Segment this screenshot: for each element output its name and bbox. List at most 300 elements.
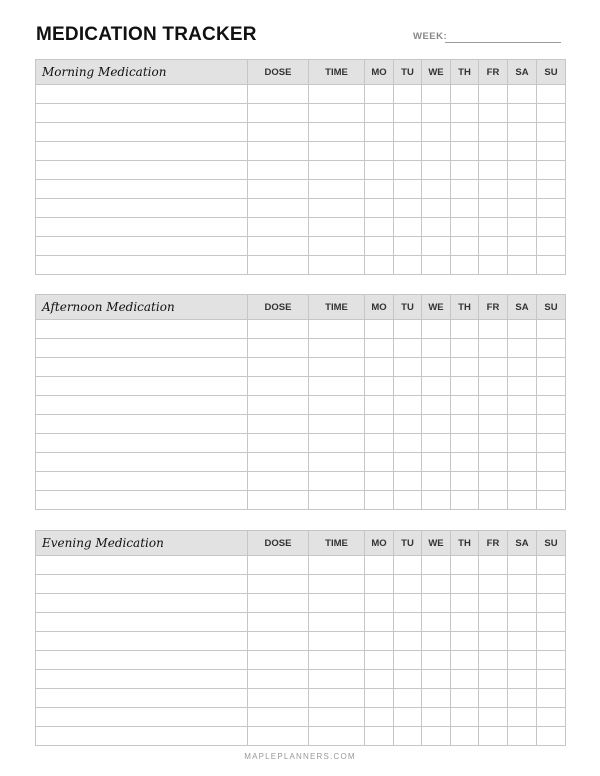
day-check-cell[interactable] (479, 218, 508, 237)
dose-cell[interactable] (248, 320, 309, 339)
time-cell[interactable] (309, 415, 365, 434)
day-check-cell[interactable] (479, 358, 508, 377)
dose-cell[interactable] (248, 434, 309, 453)
time-cell[interactable] (309, 320, 365, 339)
medication-name-cell[interactable] (36, 491, 248, 510)
day-check-cell[interactable] (394, 708, 422, 727)
time-cell[interactable] (309, 237, 365, 256)
day-check-cell[interactable] (394, 218, 422, 237)
day-check-cell[interactable] (422, 472, 451, 491)
day-check-cell[interactable] (479, 256, 508, 275)
day-check-cell[interactable] (479, 339, 508, 358)
time-cell[interactable] (309, 594, 365, 613)
time-cell[interactable] (309, 104, 365, 123)
day-check-cell[interactable] (537, 708, 566, 727)
day-check-cell[interactable] (479, 199, 508, 218)
day-check-cell[interactable] (394, 453, 422, 472)
day-check-cell[interactable] (537, 85, 566, 104)
day-check-cell[interactable] (479, 491, 508, 510)
day-check-cell[interactable] (479, 632, 508, 651)
day-check-cell[interactable] (508, 85, 537, 104)
day-check-cell[interactable] (365, 237, 394, 256)
medication-name-cell[interactable] (36, 434, 248, 453)
day-check-cell[interactable] (365, 651, 394, 670)
day-check-cell[interactable] (479, 161, 508, 180)
dose-cell[interactable] (248, 256, 309, 275)
day-check-cell[interactable] (422, 396, 451, 415)
time-cell[interactable] (309, 708, 365, 727)
day-check-cell[interactable] (422, 320, 451, 339)
medication-name-cell[interactable] (36, 727, 248, 746)
day-check-cell[interactable] (394, 689, 422, 708)
dose-cell[interactable] (248, 651, 309, 670)
day-check-cell[interactable] (365, 415, 394, 434)
day-check-cell[interactable] (537, 594, 566, 613)
time-cell[interactable] (309, 556, 365, 575)
day-check-cell[interactable] (422, 123, 451, 142)
day-check-cell[interactable] (537, 339, 566, 358)
medication-name-cell[interactable] (36, 142, 248, 161)
day-check-cell[interactable] (422, 377, 451, 396)
day-check-cell[interactable] (422, 161, 451, 180)
time-cell[interactable] (309, 180, 365, 199)
day-check-cell[interactable] (451, 434, 479, 453)
day-check-cell[interactable] (537, 651, 566, 670)
day-check-cell[interactable] (508, 651, 537, 670)
day-check-cell[interactable] (451, 339, 479, 358)
time-cell[interactable] (309, 727, 365, 746)
dose-cell[interactable] (248, 613, 309, 632)
day-check-cell[interactable] (537, 142, 566, 161)
day-check-cell[interactable] (422, 180, 451, 199)
week-input-line[interactable] (445, 42, 561, 43)
day-check-cell[interactable] (365, 575, 394, 594)
medication-name-cell[interactable] (36, 396, 248, 415)
day-check-cell[interactable] (422, 142, 451, 161)
day-check-cell[interactable] (394, 491, 422, 510)
day-check-cell[interactable] (394, 358, 422, 377)
day-check-cell[interactable] (537, 453, 566, 472)
day-check-cell[interactable] (451, 670, 479, 689)
medication-name-cell[interactable] (36, 472, 248, 491)
day-check-cell[interactable] (422, 434, 451, 453)
day-check-cell[interactable] (394, 377, 422, 396)
medication-name-cell[interactable] (36, 123, 248, 142)
day-check-cell[interactable] (508, 339, 537, 358)
medication-name-cell[interactable] (36, 575, 248, 594)
day-check-cell[interactable] (508, 256, 537, 275)
day-check-cell[interactable] (479, 453, 508, 472)
day-check-cell[interactable] (537, 670, 566, 689)
dose-cell[interactable] (248, 237, 309, 256)
day-check-cell[interactable] (451, 142, 479, 161)
day-check-cell[interactable] (422, 689, 451, 708)
time-cell[interactable] (309, 575, 365, 594)
day-check-cell[interactable] (508, 237, 537, 256)
day-check-cell[interactable] (537, 396, 566, 415)
day-check-cell[interactable] (451, 104, 479, 123)
day-check-cell[interactable] (365, 594, 394, 613)
day-check-cell[interactable] (537, 377, 566, 396)
day-check-cell[interactable] (537, 123, 566, 142)
day-check-cell[interactable] (508, 199, 537, 218)
day-check-cell[interactable] (479, 651, 508, 670)
day-check-cell[interactable] (479, 237, 508, 256)
time-cell[interactable] (309, 85, 365, 104)
day-check-cell[interactable] (365, 556, 394, 575)
day-check-cell[interactable] (537, 358, 566, 377)
medication-name-cell[interactable] (36, 358, 248, 377)
day-check-cell[interactable] (365, 161, 394, 180)
day-check-cell[interactable] (451, 161, 479, 180)
dose-cell[interactable] (248, 358, 309, 377)
day-check-cell[interactable] (365, 491, 394, 510)
dose-cell[interactable] (248, 123, 309, 142)
day-check-cell[interactable] (422, 256, 451, 275)
day-check-cell[interactable] (479, 472, 508, 491)
day-check-cell[interactable] (422, 727, 451, 746)
day-check-cell[interactable] (479, 670, 508, 689)
day-check-cell[interactable] (451, 180, 479, 199)
day-check-cell[interactable] (508, 180, 537, 199)
day-check-cell[interactable] (394, 320, 422, 339)
time-cell[interactable] (309, 142, 365, 161)
time-cell[interactable] (309, 632, 365, 651)
day-check-cell[interactable] (451, 396, 479, 415)
day-check-cell[interactable] (394, 670, 422, 689)
day-check-cell[interactable] (451, 256, 479, 275)
day-check-cell[interactable] (422, 199, 451, 218)
time-cell[interactable] (309, 256, 365, 275)
day-check-cell[interactable] (365, 434, 394, 453)
day-check-cell[interactable] (479, 377, 508, 396)
day-check-cell[interactable] (508, 594, 537, 613)
day-check-cell[interactable] (479, 85, 508, 104)
day-check-cell[interactable] (508, 434, 537, 453)
dose-cell[interactable] (248, 415, 309, 434)
dose-cell[interactable] (248, 218, 309, 237)
day-check-cell[interactable] (537, 218, 566, 237)
day-check-cell[interactable] (508, 358, 537, 377)
day-check-cell[interactable] (394, 727, 422, 746)
medication-name-cell[interactable] (36, 556, 248, 575)
day-check-cell[interactable] (508, 670, 537, 689)
day-check-cell[interactable] (365, 180, 394, 199)
day-check-cell[interactable] (394, 104, 422, 123)
day-check-cell[interactable] (508, 556, 537, 575)
day-check-cell[interactable] (508, 453, 537, 472)
medication-name-cell[interactable] (36, 339, 248, 358)
day-check-cell[interactable] (479, 180, 508, 199)
day-check-cell[interactable] (508, 104, 537, 123)
medication-name-cell[interactable] (36, 237, 248, 256)
day-check-cell[interactable] (422, 218, 451, 237)
day-check-cell[interactable] (479, 104, 508, 123)
day-check-cell[interactable] (537, 575, 566, 594)
day-check-cell[interactable] (508, 123, 537, 142)
day-check-cell[interactable] (451, 708, 479, 727)
time-cell[interactable] (309, 491, 365, 510)
day-check-cell[interactable] (479, 613, 508, 632)
dose-cell[interactable] (248, 727, 309, 746)
day-check-cell[interactable] (365, 613, 394, 632)
medication-name-cell[interactable] (36, 199, 248, 218)
day-check-cell[interactable] (451, 727, 479, 746)
day-check-cell[interactable] (365, 472, 394, 491)
day-check-cell[interactable] (508, 377, 537, 396)
day-check-cell[interactable] (394, 199, 422, 218)
day-check-cell[interactable] (479, 396, 508, 415)
day-check-cell[interactable] (451, 320, 479, 339)
day-check-cell[interactable] (508, 415, 537, 434)
time-cell[interactable] (309, 123, 365, 142)
day-check-cell[interactable] (508, 632, 537, 651)
day-check-cell[interactable] (537, 256, 566, 275)
day-check-cell[interactable] (479, 556, 508, 575)
day-check-cell[interactable] (365, 218, 394, 237)
day-check-cell[interactable] (422, 453, 451, 472)
day-check-cell[interactable] (422, 491, 451, 510)
time-cell[interactable] (309, 472, 365, 491)
day-check-cell[interactable] (537, 237, 566, 256)
day-check-cell[interactable] (537, 180, 566, 199)
day-check-cell[interactable] (394, 556, 422, 575)
day-check-cell[interactable] (394, 434, 422, 453)
time-cell[interactable] (309, 161, 365, 180)
day-check-cell[interactable] (365, 199, 394, 218)
day-check-cell[interactable] (365, 670, 394, 689)
medication-name-cell[interactable] (36, 632, 248, 651)
day-check-cell[interactable] (422, 358, 451, 377)
day-check-cell[interactable] (422, 556, 451, 575)
day-check-cell[interactable] (479, 708, 508, 727)
day-check-cell[interactable] (422, 632, 451, 651)
day-check-cell[interactable] (365, 396, 394, 415)
time-cell[interactable] (309, 670, 365, 689)
day-check-cell[interactable] (422, 415, 451, 434)
day-check-cell[interactable] (394, 85, 422, 104)
day-check-cell[interactable] (394, 237, 422, 256)
day-check-cell[interactable] (451, 575, 479, 594)
day-check-cell[interactable] (508, 218, 537, 237)
dose-cell[interactable] (248, 670, 309, 689)
day-check-cell[interactable] (451, 689, 479, 708)
time-cell[interactable] (309, 651, 365, 670)
day-check-cell[interactable] (394, 180, 422, 199)
day-check-cell[interactable] (451, 377, 479, 396)
day-check-cell[interactable] (365, 104, 394, 123)
day-check-cell[interactable] (451, 613, 479, 632)
dose-cell[interactable] (248, 161, 309, 180)
day-check-cell[interactable] (422, 237, 451, 256)
day-check-cell[interactable] (537, 632, 566, 651)
time-cell[interactable] (309, 434, 365, 453)
time-cell[interactable] (309, 358, 365, 377)
day-check-cell[interactable] (537, 472, 566, 491)
medication-name-cell[interactable] (36, 161, 248, 180)
day-check-cell[interactable] (451, 632, 479, 651)
medication-name-cell[interactable] (36, 320, 248, 339)
day-check-cell[interactable] (479, 320, 508, 339)
day-check-cell[interactable] (451, 651, 479, 670)
medication-name-cell[interactable] (36, 453, 248, 472)
day-check-cell[interactable] (394, 632, 422, 651)
day-check-cell[interactable] (394, 594, 422, 613)
day-check-cell[interactable] (394, 472, 422, 491)
day-check-cell[interactable] (508, 161, 537, 180)
dose-cell[interactable] (248, 575, 309, 594)
day-check-cell[interactable] (479, 415, 508, 434)
dose-cell[interactable] (248, 104, 309, 123)
time-cell[interactable] (309, 613, 365, 632)
dose-cell[interactable] (248, 142, 309, 161)
day-check-cell[interactable] (394, 613, 422, 632)
day-check-cell[interactable] (479, 142, 508, 161)
day-check-cell[interactable] (422, 575, 451, 594)
day-check-cell[interactable] (451, 237, 479, 256)
day-check-cell[interactable] (451, 123, 479, 142)
dose-cell[interactable] (248, 594, 309, 613)
day-check-cell[interactable] (537, 104, 566, 123)
day-check-cell[interactable] (365, 689, 394, 708)
medication-name-cell[interactable] (36, 377, 248, 396)
day-check-cell[interactable] (365, 320, 394, 339)
day-check-cell[interactable] (451, 556, 479, 575)
day-check-cell[interactable] (479, 727, 508, 746)
dose-cell[interactable] (248, 85, 309, 104)
day-check-cell[interactable] (422, 613, 451, 632)
day-check-cell[interactable] (365, 142, 394, 161)
day-check-cell[interactable] (479, 434, 508, 453)
day-check-cell[interactable] (422, 85, 451, 104)
day-check-cell[interactable] (394, 142, 422, 161)
day-check-cell[interactable] (451, 453, 479, 472)
day-check-cell[interactable] (394, 415, 422, 434)
time-cell[interactable] (309, 199, 365, 218)
day-check-cell[interactable] (537, 613, 566, 632)
dose-cell[interactable] (248, 556, 309, 575)
day-check-cell[interactable] (537, 689, 566, 708)
day-check-cell[interactable] (365, 377, 394, 396)
day-check-cell[interactable] (451, 218, 479, 237)
day-check-cell[interactable] (422, 708, 451, 727)
day-check-cell[interactable] (479, 123, 508, 142)
medication-name-cell[interactable] (36, 594, 248, 613)
day-check-cell[interactable] (365, 256, 394, 275)
day-check-cell[interactable] (537, 415, 566, 434)
day-check-cell[interactable] (479, 575, 508, 594)
day-check-cell[interactable] (451, 199, 479, 218)
day-check-cell[interactable] (508, 472, 537, 491)
day-check-cell[interactable] (365, 339, 394, 358)
day-check-cell[interactable] (365, 85, 394, 104)
dose-cell[interactable] (248, 377, 309, 396)
day-check-cell[interactable] (451, 85, 479, 104)
dose-cell[interactable] (248, 453, 309, 472)
day-check-cell[interactable] (508, 689, 537, 708)
day-check-cell[interactable] (451, 594, 479, 613)
medication-name-cell[interactable] (36, 415, 248, 434)
day-check-cell[interactable] (451, 491, 479, 510)
dose-cell[interactable] (248, 708, 309, 727)
day-check-cell[interactable] (508, 320, 537, 339)
medication-name-cell[interactable] (36, 708, 248, 727)
day-check-cell[interactable] (394, 575, 422, 594)
day-check-cell[interactable] (479, 594, 508, 613)
day-check-cell[interactable] (422, 104, 451, 123)
dose-cell[interactable] (248, 689, 309, 708)
day-check-cell[interactable] (365, 708, 394, 727)
medication-name-cell[interactable] (36, 85, 248, 104)
medication-name-cell[interactable] (36, 670, 248, 689)
day-check-cell[interactable] (451, 358, 479, 377)
day-check-cell[interactable] (394, 396, 422, 415)
day-check-cell[interactable] (537, 320, 566, 339)
day-check-cell[interactable] (394, 256, 422, 275)
time-cell[interactable] (309, 453, 365, 472)
day-check-cell[interactable] (451, 415, 479, 434)
day-check-cell[interactable] (537, 434, 566, 453)
day-check-cell[interactable] (451, 472, 479, 491)
day-check-cell[interactable] (479, 689, 508, 708)
dose-cell[interactable] (248, 199, 309, 218)
medication-name-cell[interactable] (36, 256, 248, 275)
day-check-cell[interactable] (508, 727, 537, 746)
day-check-cell[interactable] (537, 556, 566, 575)
medication-name-cell[interactable] (36, 104, 248, 123)
medication-name-cell[interactable] (36, 613, 248, 632)
dose-cell[interactable] (248, 339, 309, 358)
day-check-cell[interactable] (537, 161, 566, 180)
time-cell[interactable] (309, 218, 365, 237)
day-check-cell[interactable] (508, 708, 537, 727)
day-check-cell[interactable] (394, 123, 422, 142)
medication-name-cell[interactable] (36, 180, 248, 199)
day-check-cell[interactable] (508, 491, 537, 510)
day-check-cell[interactable] (394, 161, 422, 180)
day-check-cell[interactable] (394, 339, 422, 358)
time-cell[interactable] (309, 377, 365, 396)
time-cell[interactable] (309, 689, 365, 708)
day-check-cell[interactable] (422, 670, 451, 689)
day-check-cell[interactable] (508, 142, 537, 161)
day-check-cell[interactable] (537, 199, 566, 218)
medication-name-cell[interactable] (36, 651, 248, 670)
day-check-cell[interactable] (508, 613, 537, 632)
day-check-cell[interactable] (508, 575, 537, 594)
day-check-cell[interactable] (394, 651, 422, 670)
day-check-cell[interactable] (422, 339, 451, 358)
day-check-cell[interactable] (365, 727, 394, 746)
medication-name-cell[interactable] (36, 218, 248, 237)
day-check-cell[interactable] (537, 727, 566, 746)
dose-cell[interactable] (248, 472, 309, 491)
day-check-cell[interactable] (508, 396, 537, 415)
day-check-cell[interactable] (537, 491, 566, 510)
dose-cell[interactable] (248, 632, 309, 651)
dose-cell[interactable] (248, 180, 309, 199)
day-check-cell[interactable] (365, 453, 394, 472)
day-check-cell[interactable] (422, 594, 451, 613)
day-check-cell[interactable] (422, 651, 451, 670)
day-check-cell[interactable] (365, 358, 394, 377)
dose-cell[interactable] (248, 396, 309, 415)
time-cell[interactable] (309, 339, 365, 358)
dose-cell[interactable] (248, 491, 309, 510)
day-check-cell[interactable] (365, 123, 394, 142)
day-check-cell[interactable] (365, 632, 394, 651)
time-cell[interactable] (309, 396, 365, 415)
